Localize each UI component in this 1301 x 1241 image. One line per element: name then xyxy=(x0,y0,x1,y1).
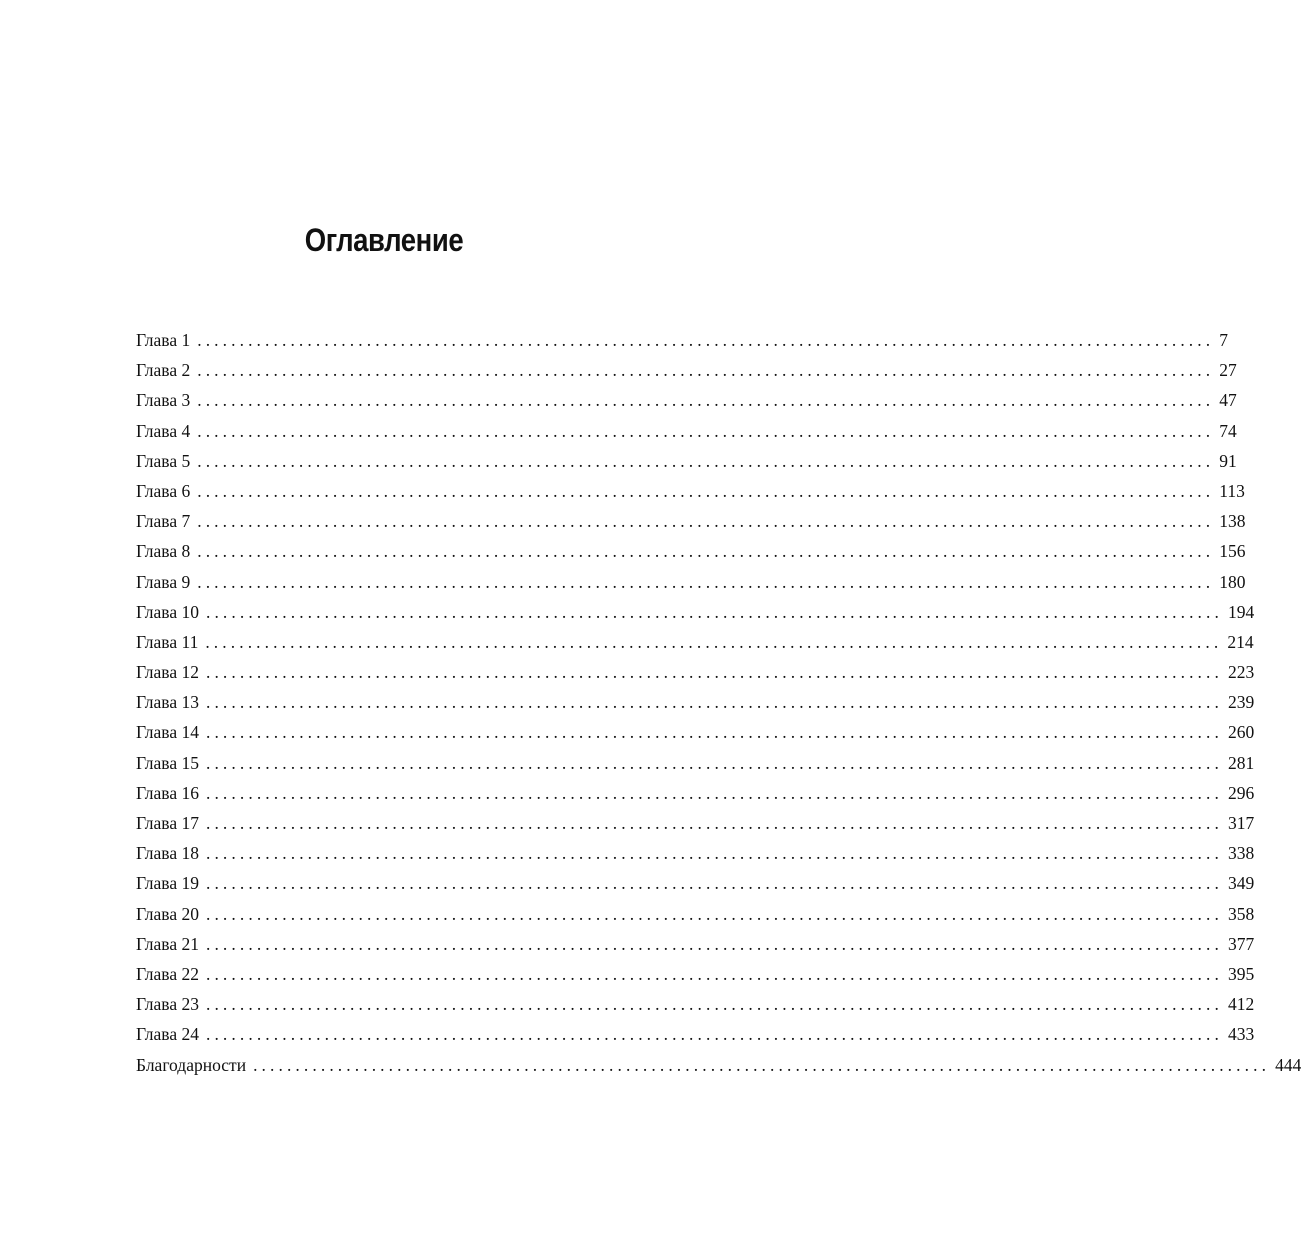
toc-entry-page: 74 xyxy=(1219,420,1237,441)
dot-leader: ........................................................................................................................ xyxy=(205,933,1223,954)
toc-entry-page: 349 xyxy=(1227,873,1255,894)
toc-entry-label: Глава 19 xyxy=(136,873,199,894)
toc-entry-page: 138 xyxy=(1219,511,1246,532)
toc-entry xyxy=(136,687,1255,717)
dot-leader: ........................................................................................................................ xyxy=(205,662,1223,683)
toc-entry xyxy=(136,1019,1255,1049)
toc-entry-page: 433 xyxy=(1227,1024,1255,1045)
toc-entry xyxy=(136,506,1246,536)
toc-entry-page: 260 xyxy=(1227,722,1255,743)
toc-entry-label: Глава 15 xyxy=(136,752,199,773)
toc-entry-page: 7 xyxy=(1219,330,1228,350)
dot-leader: ........................................................................................................................ xyxy=(205,873,1223,894)
dot-leader: ........................................................................................................................ xyxy=(205,631,1223,652)
toc-entry-label: Глава 23 xyxy=(136,994,199,1015)
toc-entry-page: 194 xyxy=(1227,601,1255,622)
toc-entry-page: 317 xyxy=(1227,813,1255,833)
toc-entry-label: Глава 11 xyxy=(136,631,199,652)
toc-entry-page: 156 xyxy=(1219,541,1246,562)
dot-leader: ........................................................................................................................ xyxy=(205,903,1223,924)
toc-entry-page: 47 xyxy=(1219,390,1237,411)
toc-entry xyxy=(136,838,1255,868)
dot-leader: ........................................................................................................................ xyxy=(197,450,1215,471)
toc-entry-page: 27 xyxy=(1219,360,1237,381)
dot-leader: ........................................................................................................................ xyxy=(205,782,1223,803)
toc-entry xyxy=(136,808,1255,838)
toc-entry-page: 180 xyxy=(1219,571,1246,592)
dot-leader: ........................................................................................................................ xyxy=(253,1054,1271,1075)
toc-entry-label: Глава 20 xyxy=(136,903,199,924)
toc-entry-page: 338 xyxy=(1227,843,1255,864)
dot-leader: ........................................................................................................................ xyxy=(197,541,1215,562)
toc-entry xyxy=(136,989,1255,1019)
toc-entry xyxy=(136,476,1245,506)
toc-entry-page: 281 xyxy=(1227,752,1255,773)
dot-leader: ........................................................................................................................ xyxy=(205,1024,1223,1045)
table-of-contents xyxy=(136,325,1301,1080)
toc-entry-label: Глава 18 xyxy=(136,843,199,864)
toc-entry-label: Глава 1 xyxy=(136,330,191,350)
toc-entry-label: Благодарности xyxy=(136,1054,247,1075)
toc-entry-label: Глава 3 xyxy=(136,390,191,411)
toc-entry-label: Глава 2 xyxy=(136,360,191,381)
dot-leader: ........................................................................................................................ xyxy=(205,722,1223,743)
dot-leader: ........................................................................................................................ xyxy=(197,360,1215,381)
toc-entry-label: Глава 21 xyxy=(136,933,199,954)
dot-leader: ........................................................................................................................ xyxy=(197,480,1215,501)
toc-entry xyxy=(136,567,1246,597)
toc-entry xyxy=(136,355,1237,385)
toc-entry xyxy=(136,868,1255,898)
toc-entry-label: Глава 4 xyxy=(136,420,191,441)
dot-leader: ........................................................................................................................ xyxy=(205,963,1223,984)
dot-leader: ........................................................................................................................ xyxy=(197,571,1215,592)
toc-entry-label: Глава 8 xyxy=(136,541,191,562)
toc-entry xyxy=(136,899,1255,929)
dot-leader: ........................................................................................................................ xyxy=(197,330,1215,350)
toc-entry-page: 296 xyxy=(1227,782,1255,803)
toc-entry-label: Глава 13 xyxy=(136,692,199,713)
toc-entry xyxy=(136,446,1237,476)
toc-entry-page: 444 xyxy=(1275,1054,1301,1075)
toc-entry xyxy=(136,748,1255,778)
dot-leader: ........................................................................................................................ xyxy=(205,994,1223,1015)
toc-entry xyxy=(136,959,1255,989)
toc-entry xyxy=(136,1050,1301,1080)
toc-entry-page: 377 xyxy=(1227,933,1255,954)
toc-entry-page: 358 xyxy=(1227,903,1255,924)
dot-leader: ........................................................................................................................ xyxy=(197,511,1215,532)
toc-entry xyxy=(136,597,1255,627)
dot-leader: ........................................................................................................................ xyxy=(205,601,1223,622)
toc-entry-label: Глава 24 xyxy=(136,1024,199,1045)
dot-leader: ........................................................................................................................ xyxy=(197,390,1215,411)
dot-leader: ........................................................................................................................ xyxy=(205,752,1223,773)
toc-entry-label: Глава 5 xyxy=(136,450,191,471)
toc-entry-label: Глава 22 xyxy=(136,963,199,984)
toc-entry-label: Глава 7 xyxy=(136,511,191,532)
toc-entry-label: Глава 6 xyxy=(136,480,191,501)
toc-entry-page: 91 xyxy=(1219,450,1237,471)
toc-entry-label: Глава 10 xyxy=(136,601,199,622)
toc-entry-page: 239 xyxy=(1227,692,1255,713)
toc-entry-label: Глава 16 xyxy=(136,782,199,803)
toc-entry xyxy=(136,627,1254,657)
dot-leader: ........................................................................................................................ xyxy=(205,813,1223,833)
toc-entry-label: Глава 14 xyxy=(136,722,199,743)
toc-entry-label: Глава 9 xyxy=(136,571,191,592)
toc-entry xyxy=(136,416,1237,446)
toc-entry-page: 412 xyxy=(1227,994,1255,1015)
page-title: Оглавление xyxy=(304,222,464,258)
toc-entry-page: 214 xyxy=(1227,631,1254,652)
toc-entry-page: 395 xyxy=(1227,963,1255,984)
toc-entry xyxy=(136,929,1255,959)
toc-entry xyxy=(136,717,1255,747)
toc-entry-page: 223 xyxy=(1227,662,1255,683)
toc-entry-label: Глава 12 xyxy=(136,662,199,683)
toc-entry-label: Глава 17 xyxy=(136,813,199,833)
dot-leader: ........................................................................................................................ xyxy=(197,420,1215,441)
dot-leader: ........................................................................................................................ xyxy=(205,692,1223,713)
toc-entry xyxy=(136,536,1246,566)
toc-entry xyxy=(136,657,1255,687)
toc-entry xyxy=(136,778,1255,808)
toc-entry-page: 113 xyxy=(1219,480,1245,501)
toc-entry xyxy=(136,325,1228,355)
toc-entry xyxy=(136,385,1237,415)
dot-leader: ........................................................................................................................ xyxy=(205,843,1223,864)
